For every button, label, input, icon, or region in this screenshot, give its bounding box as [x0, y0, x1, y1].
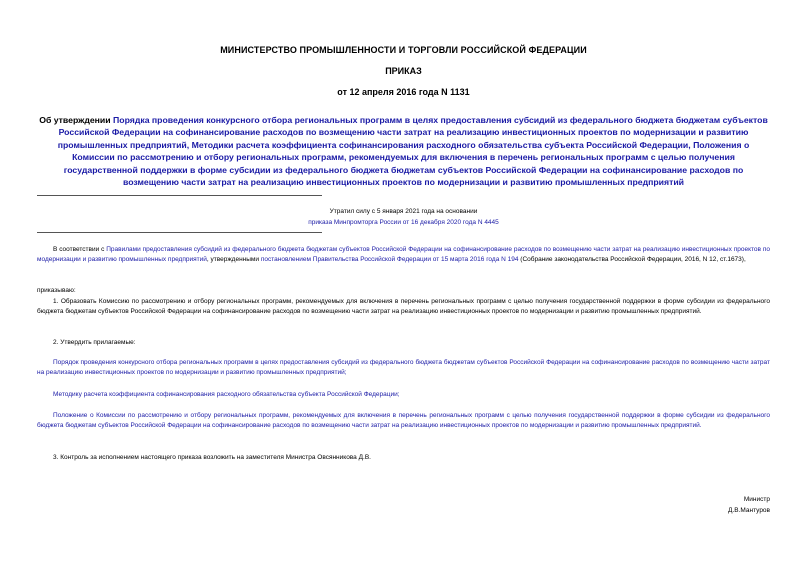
- divider-top: [37, 195, 322, 196]
- signature-block: [728, 494, 770, 516]
- item-3: 3. Контроль за исполнением настоящего приказа возложить на заместителя Министра Овсянникова Д.В.: [53, 454, 371, 461]
- document-date-number: от 12 апреля 2016 года N 1131: [337, 87, 470, 97]
- divider-bottom: [37, 232, 322, 233]
- approval-heading: [36, 114, 771, 188]
- order-word: приказываю:: [37, 287, 76, 294]
- resolution-link[interactable]: постановлением Правительства Российской Федерации от 15 марта 2016 года N 194: [260, 256, 519, 264]
- basis-prefix: В соответствии с: [53, 246, 107, 253]
- basis-paragraph: [37, 245, 770, 266]
- rules-link[interactable]: Правилами предоставления субсидий из федерального бюджета бюджетам субъектов Российской Федерации на софинансирование расходов по возмещению части затрат на реализацию инвестиционных проектов по модернизации и развитию промышленных предприятий: [37, 246, 770, 264]
- appendix-methodology-link[interactable]: Методику расчета коэффициента софинансирования расходного обязательства субъекта Российской Федерации;: [53, 391, 400, 398]
- lost-force-note: [0, 207, 807, 228]
- signature-position: Министр: [743, 496, 770, 503]
- basis-suffix: (Собрание законодательства Российской Федерации, 2016, N 12, ст.1673),: [518, 256, 746, 264]
- lost-force-link[interactable]: приказа Минпромторга России от 16 декабря 2020 года N 4445: [308, 218, 499, 226]
- approval-prefix: Об утверждении: [39, 115, 114, 125]
- item-2: 2. Утвердить прилагаемые:: [53, 339, 136, 346]
- document-type: ПРИКАЗ: [385, 66, 422, 76]
- basis-middle: , утвержденными: [206, 256, 261, 264]
- ministry-name: МИНИСТЕРСТВО ПРОМЫШЛЕННОСТИ И ТОРГОВЛИ РОССИЙСКОЙ ФЕДЕРАЦИИ: [220, 45, 587, 55]
- signature-name: Д.В.Мантуров: [728, 507, 770, 514]
- approval-link[interactable]: Порядка проведения конкурсного отбора региональных программ в целях предоставления субсидий из федерального бюджета бюджетам субъектов Российской Федерации на софинансирование расходов по возмещению части затрат на реализацию инвестиционных проектов по модернизации и развитию промышленных предприятий, Методики расчета коэффициента софинансирования расходного обязательства субъекта Российской Федерации, Положения о Комиссии по рассмотрению и отбору региональных программ, рекомендуемых для включения в перечень региональных программ с целью получения государственной поддержки в форме субсидии из федерального бюджета бюджетам субъектов Российской Федерации на софинансирование расходов по возмещению части затрат на реализацию инвестиционных проектов по модернизации и развитию промышленных предприятий: [57, 115, 768, 188]
- lost-force-text: Утратил силу с 5 января 2021 года на основании: [329, 208, 478, 215]
- item-1: 1. Образовать Комиссию по рассмотрению и отбору региональных программ, рекомендуемых для включения в перечень региональных программ с целью получения государственной поддержки в форме субсидии из федерального бюджета бюджетам субъектов Российской Федерации на софинансирование расходов по возмещению части затрат на реализацию инвестиционных проектов по модернизации и развитию промышленных предприятий.: [37, 298, 770, 316]
- appendix-procedure-link[interactable]: Порядок проведения конкурсного отбора региональных программ в целях предоставления субсидий из федерального бюджета бюджетам субъектов Российской Федерации на софинансирование расходов по возмещению части затрат на реализацию инвестиционных проектов по модернизации и развитию промышленных предприятий;: [37, 359, 770, 377]
- appendix-regulation-link[interactable]: Положение о Комиссии по рассмотрению и отбору региональных программ, рекомендуемых для включения в перечень региональных программ с целью получения государственной поддержки в форме субсидии из федерального бюджета бюджетам субъектов Российской Федерации на софинансирование расходов по возмещению части затрат на реализацию инвестиционных проектов по модернизации и развитию промышленных предприятий.: [37, 412, 770, 430]
